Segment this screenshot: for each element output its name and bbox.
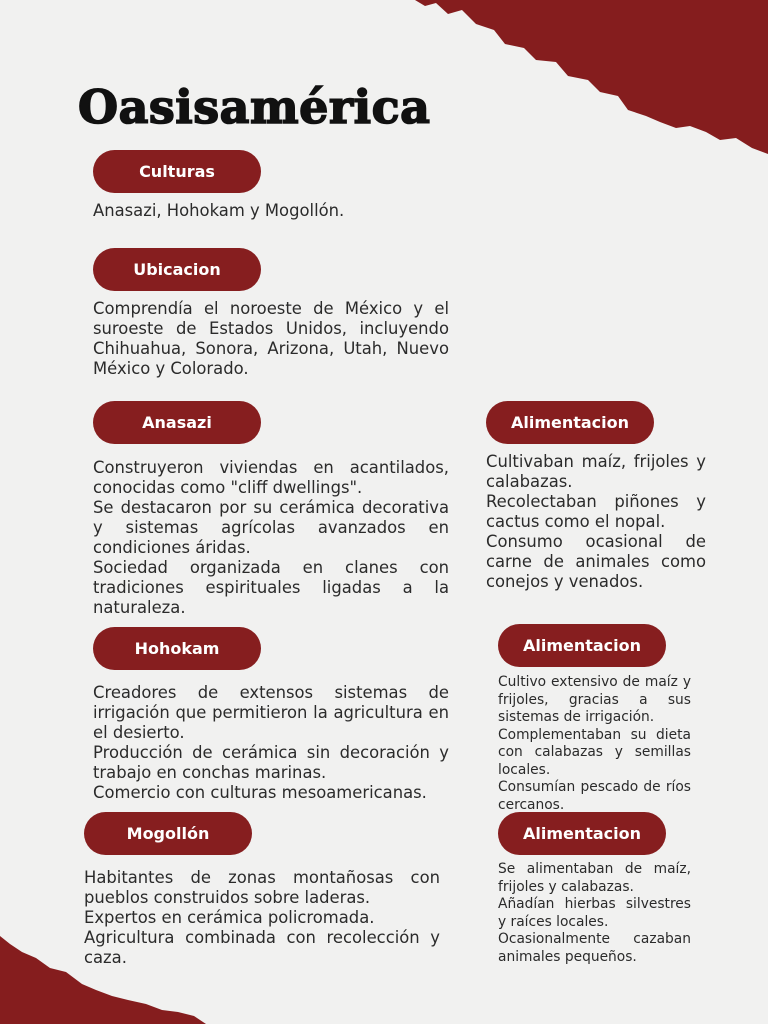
alimentacion-anasazi-line: Recolectaban piñones y cactus como el nopal.: [486, 492, 706, 531]
hohokam-heading-label: Hohokam: [134, 639, 220, 658]
alimentacion-mogollon-text: [498, 861, 691, 966]
alimentacion-anasazi-heading-pill: [486, 401, 654, 444]
anasazi-line: Construyeron viviendas en acantilados, conocidas como "cliff dwellings".: [93, 458, 449, 497]
culturas-line: Anasazi, Hohokam y Mogollón.: [93, 201, 345, 220]
mogollon-heading-label: Mogollón: [126, 824, 210, 843]
alimentacion-anasazi-line: Cultivaban maíz, frijoles y calabazas.: [486, 452, 706, 491]
alimentacion-hohokam-text: [498, 674, 691, 814]
anasazi-heading-pill: [93, 401, 261, 444]
alimentacion-anasazi-line: Consumo ocasional de carne de animales como conejos y venados.: [486, 532, 706, 591]
hohokam-heading-pill: [93, 627, 261, 670]
top-right-torn-shape: [415, 0, 768, 154]
mogollon-line: Agricultura combinada con recolección y caza.: [84, 928, 440, 967]
culturas-text: [93, 201, 449, 221]
alimentacion-anasazi-text: [486, 452, 706, 592]
alimentacion-hohokam-heading-label: Alimentacion: [522, 636, 642, 655]
page-title: Oasisamérica: [78, 80, 431, 134]
hohokam-line: Creadores de extensos sistemas de irrigación que permitieron la agricultura en el desierto.: [93, 683, 449, 742]
mogollon-line: Habitantes de zonas montañosas con pueblos construidos sobre laderas.: [84, 868, 440, 907]
alimentacion-mogollon-line: Añadían hierbas silvestres y raíces locales.: [498, 896, 691, 930]
alimentacion-mogollon-line: Ocasionalmente cazaban animales pequeños.: [498, 931, 691, 965]
ubicacion-heading-label: Ubicacion: [133, 260, 221, 279]
alimentacion-hohokam-line: Cultivo extensivo de maíz y frijoles, gracias a sus sistemas de irrigación.: [498, 674, 691, 725]
mogollon-heading-pill: [84, 812, 252, 855]
hohokam-text: [93, 683, 449, 803]
alimentacion-hohokam-line: Consumían pescado de ríos cercanos.: [498, 779, 691, 813]
ubicacion-heading-pill: [93, 248, 261, 291]
anasazi-line: Sociedad organizada en clanes con tradiciones espirituales ligadas a la naturaleza.: [93, 558, 449, 617]
alimentacion-hohokam-heading-pill: [498, 624, 666, 667]
anasazi-line: Se destacaron por su cerámica decorativa y sistemas agrícolas avanzados en condiciones áridas.: [93, 498, 449, 557]
alimentacion-mogollon-heading-pill: [498, 812, 666, 855]
hohokam-line: Producción de cerámica sin decoración y trabajo en conchas marinas.: [93, 743, 449, 782]
culturas-heading-label: Culturas: [139, 162, 215, 181]
anasazi-heading-label: Anasazi: [142, 413, 212, 432]
mogollon-line: Expertos en cerámica policromada.: [84, 908, 375, 927]
anasazi-text: [93, 458, 449, 618]
culturas-heading-pill: [93, 150, 261, 193]
alimentacion-anasazi-heading-label: Alimentacion: [510, 413, 630, 432]
mogollon-text: [84, 868, 440, 968]
alimentacion-mogollon-line: Se alimentaban de maíz, frijoles y calabazas.: [498, 861, 691, 895]
alimentacion-hohokam-line: Complementaban su dieta con calabazas y semillas locales.: [498, 726, 691, 778]
hohokam-line: Comercio con culturas mesoamericanas.: [93, 783, 427, 802]
ubicacion-text: [93, 299, 449, 379]
alimentacion-mogollon-heading-label: Alimentacion: [522, 824, 642, 843]
ubicacion-line: Comprendía el noroeste de México y el suroeste de Estados Unidos, incluyendo Chihuahua, Sonora, Arizona, Utah, Nuevo México y Colorado.: [93, 299, 449, 378]
